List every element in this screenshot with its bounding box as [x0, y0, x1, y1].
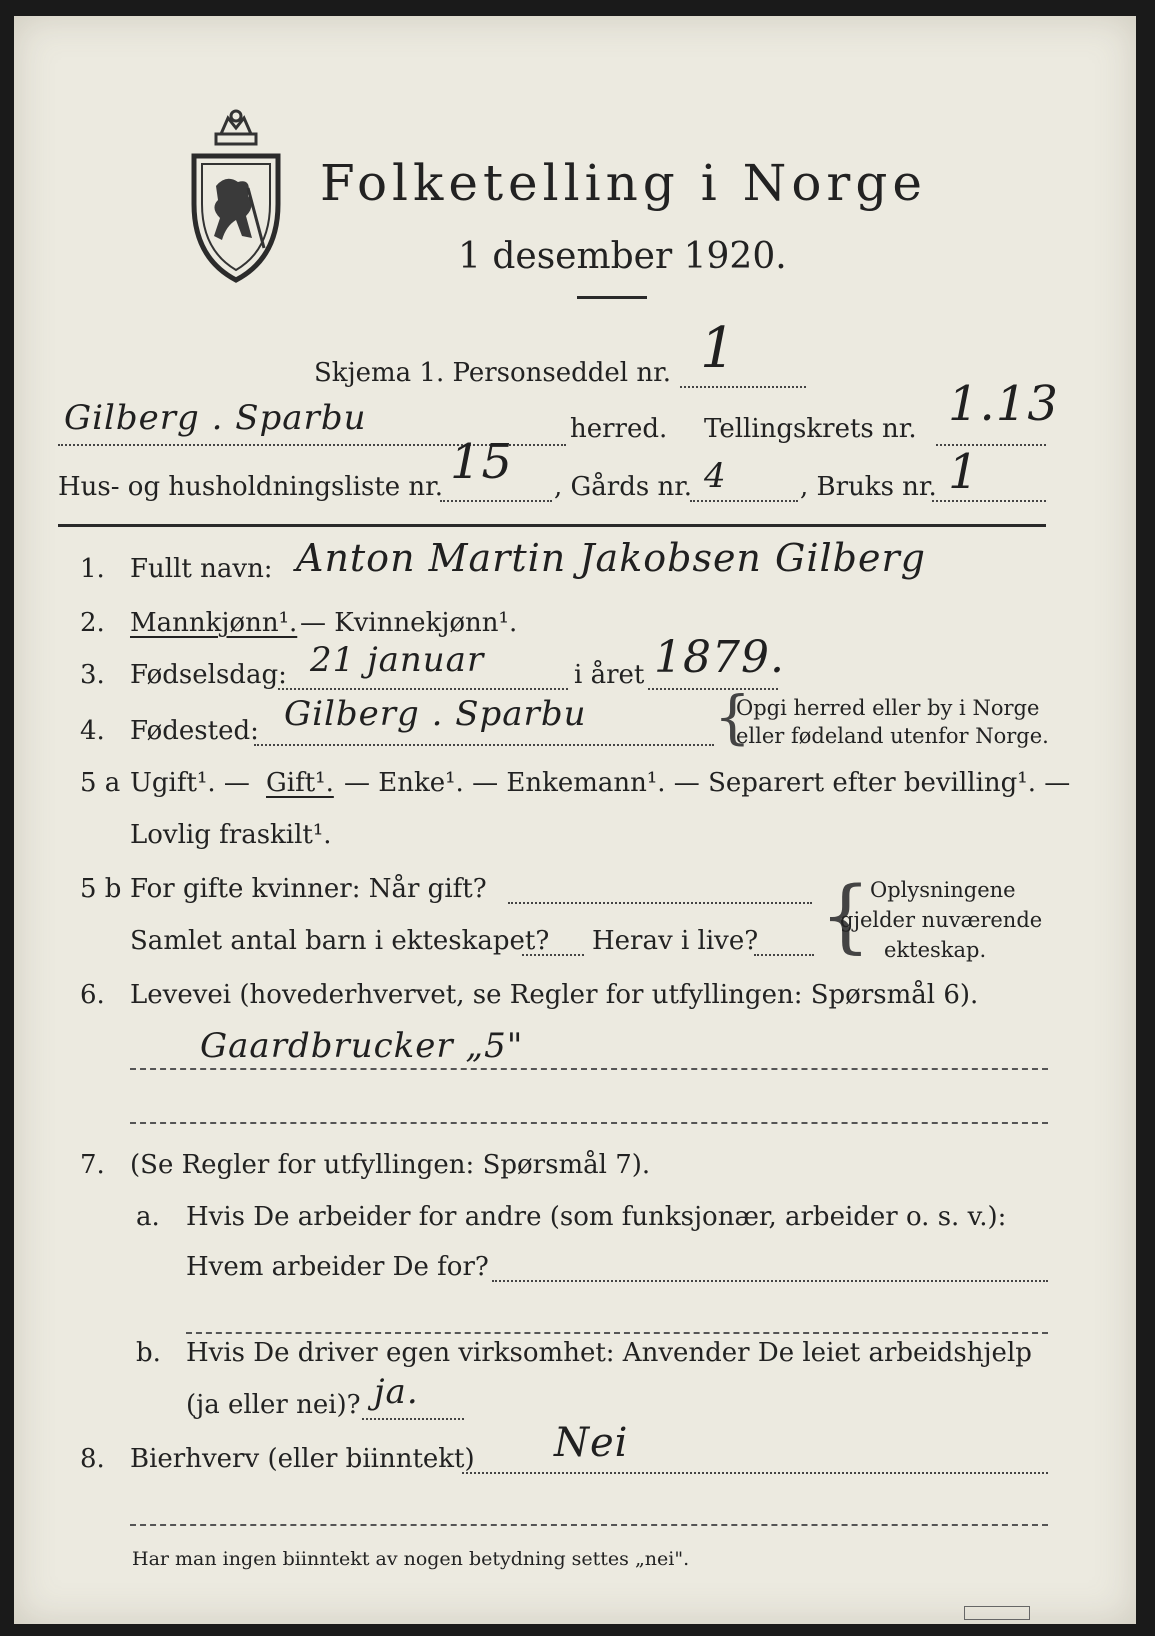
- skjema-label: Skjema 1. Personseddel nr.: [314, 358, 671, 388]
- herred-label: herred.: [570, 414, 668, 444]
- gards-label: , Gårds nr.: [554, 472, 693, 502]
- hus-line: [440, 500, 552, 502]
- birthplace-note-line2: eller fødeland utenfor Norge.: [736, 724, 1049, 748]
- q7-number: 7.: [80, 1150, 105, 1180]
- q4-number: 4.: [80, 716, 105, 746]
- birthplace-note-line1: Opgi herred eller by i Norge: [736, 696, 1040, 720]
- employer-line-1: [492, 1280, 1048, 1282]
- children-alive-line: [754, 954, 814, 956]
- q7-label: (Se Regler for utfyllingen: Spørsmål 7).: [130, 1150, 651, 1180]
- q7a-letter: a.: [136, 1202, 160, 1232]
- q5b-line1: For gifte kvinner: Når gift?: [130, 874, 487, 904]
- q6-number: 6.: [80, 980, 105, 1010]
- q5b-note-line2: gjelder nuværende: [840, 908, 1043, 932]
- birthplace-line: [254, 744, 714, 746]
- form-title: Folketelling i Norge: [320, 154, 927, 212]
- tellingskrets-label: Tellingskrets nr.: [704, 414, 917, 444]
- printer-stamp: [964, 1606, 1030, 1620]
- occupation-line-2: [130, 1122, 1048, 1124]
- q8-number: 8.: [80, 1444, 105, 1474]
- employer-line-2: [186, 1332, 1048, 1334]
- marital-gift-option[interactable]: Gift¹.: [266, 768, 334, 798]
- sex-female-option[interactable]: — Kvinnekjønn¹.: [300, 608, 518, 638]
- when-married-line: [508, 902, 812, 904]
- birth-year-value[interactable]: 1879.: [654, 632, 785, 683]
- hired-help-line: [362, 1418, 464, 1420]
- coat-of-arms-icon: [186, 108, 286, 284]
- q5a-number: 5 a: [80, 768, 121, 798]
- hus-label: Hus- og husholdningsliste nr.: [58, 472, 444, 502]
- birthday-line: [278, 688, 568, 690]
- year-line: [648, 688, 778, 690]
- q5b-alive-label: Herav i live?: [592, 926, 759, 956]
- marital-other-options[interactable]: — Enke¹. — Enkemann¹. — Separert efter bevilling¹. —: [344, 768, 1071, 798]
- census-form: [14, 16, 1136, 1624]
- full-name-value[interactable]: Anton Martin Jakobsen Gilberg: [296, 536, 926, 580]
- header-separator: [58, 524, 1046, 527]
- q7a-employer-label: Hvem arbeider De for?: [186, 1252, 489, 1282]
- q5b-children-label: Samlet antal barn i ekteskapet?: [130, 926, 550, 956]
- gards-line: [690, 500, 798, 502]
- q7b-question: Hvis De driver egen virksomhet: Anvender De leiet arbeidshjelp: [186, 1338, 1032, 1368]
- herred-value[interactable]: Gilberg . Sparbu: [64, 398, 367, 438]
- q3-number: 3.: [80, 660, 105, 690]
- occupation-value[interactable]: Gaardbrucker „5": [200, 1026, 524, 1066]
- q5b-number: 5 b: [80, 874, 122, 904]
- q6-label: Levevei (hovederhvervet, se Regler for utfyllingen: Spørsmål 6).: [130, 980, 979, 1010]
- side-income-value[interactable]: Nei: [554, 1420, 629, 1466]
- birthplace-note-brace: {: [714, 683, 751, 751]
- marital-fraskilt-option[interactable]: Lovlig fraskilt¹.: [130, 820, 332, 850]
- skjema-line: [680, 386, 806, 388]
- title-divider: [577, 296, 647, 299]
- sex-male-option[interactable]: Mannkjønn¹.: [130, 608, 298, 638]
- birthday-value[interactable]: 21 januar: [310, 640, 485, 680]
- q7b-label: (ja eller nei)?: [186, 1390, 361, 1420]
- personseddel-number[interactable]: 1: [700, 316, 737, 381]
- gards-value[interactable]: 4: [704, 456, 727, 496]
- marital-ugift-option[interactable]: Ugift¹. —: [130, 768, 250, 798]
- bruks-label: , Bruks nr.: [800, 472, 937, 502]
- q4-label: Fødested:: [130, 716, 259, 746]
- q7b-letter: b.: [136, 1338, 161, 1368]
- footer-note: Har man ingen biinntekt av nogen betydning settes „nei".: [132, 1548, 690, 1570]
- side-income-line: [462, 1472, 1048, 1474]
- q5b-note-line1: Oplysningene: [870, 878, 1016, 902]
- bruks-line: [932, 500, 1046, 502]
- q3-label: Fødselsdag:: [130, 660, 287, 690]
- q5b-note-line3: ekteskap.: [884, 938, 987, 962]
- q1-number: 1.: [80, 554, 105, 584]
- year-label: i året: [574, 660, 645, 690]
- q5b-note-brace: {: [820, 869, 871, 962]
- children-count-line: [522, 954, 584, 956]
- birthplace-value[interactable]: Gilberg . Sparbu: [284, 694, 587, 734]
- q8-label: Bierhverv (eller biinntekt): [130, 1444, 475, 1474]
- census-date: 1 desember 1920.: [458, 236, 787, 277]
- tellingskrets-value[interactable]: 1.13: [948, 376, 1059, 432]
- hus-value[interactable]: 15: [450, 434, 514, 490]
- bruks-value[interactable]: 1: [948, 444, 980, 500]
- q2-number: 2.: [80, 608, 105, 638]
- hired-help-value[interactable]: ja.: [374, 1372, 419, 1412]
- q1-label: Fullt navn:: [130, 554, 273, 584]
- occupation-line-1: [130, 1068, 1048, 1070]
- q7a-question: Hvis De arbeider for andre (som funksjonær, arbeider o. s. v.):: [186, 1202, 1007, 1232]
- side-income-line-2: [130, 1524, 1048, 1526]
